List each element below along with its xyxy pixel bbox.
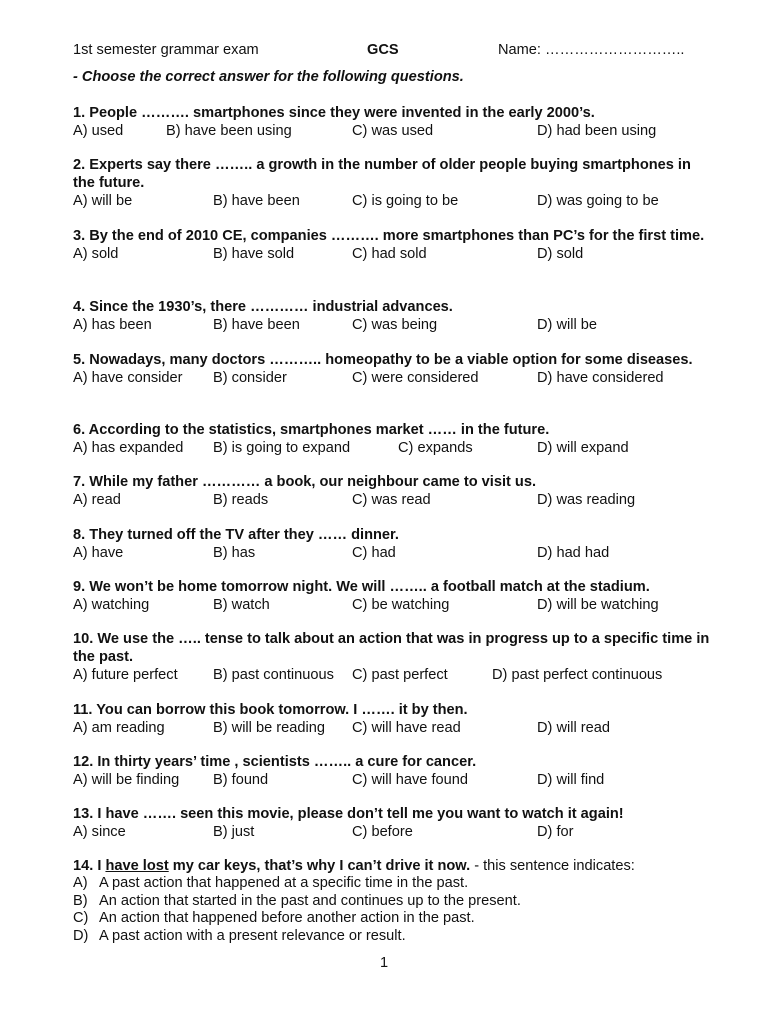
- question-suffix: my car keys, that’s why I can’t drive it now.: [168, 858, 471, 874]
- option-c: C) be watching: [352, 597, 450, 613]
- options-row: [73, 245, 713, 263]
- question-2: [73, 156, 713, 210]
- question-text: [73, 857, 713, 875]
- question-text: 13. I have ……. seen this movie, please don’t tell me you want to watch it again!: [73, 806, 624, 822]
- option-d: D) will read: [537, 720, 610, 736]
- option-a: A) will be finding: [73, 772, 180, 788]
- option-d: D) was reading: [537, 492, 636, 508]
- student-name-field: Name: ………………………..: [498, 42, 685, 58]
- option-c: C) was being: [352, 317, 438, 333]
- question-5: [73, 351, 713, 387]
- option-d: [73, 928, 713, 946]
- option-b: B) have been using: [166, 123, 292, 139]
- question-9: [73, 578, 713, 614]
- option-d: D) will be: [537, 317, 598, 333]
- question-text: 10. We use the ….. tense to talk about an action that was in progress up to a specific time in the past.: [73, 631, 710, 665]
- option-a: A) have: [73, 545, 124, 561]
- option-a: A) used: [73, 123, 124, 139]
- question-12: [73, 753, 713, 789]
- question-text: 8. They turned off the TV after they …… dinner.: [73, 527, 399, 543]
- option-d: D) had been using: [537, 123, 657, 139]
- option-c: C) expands: [398, 440, 473, 456]
- option-d: D) will expand: [537, 440, 629, 456]
- question-text: 2. Experts say there …….. a growth in the number of older people buying smartphones in the future.: [73, 157, 691, 191]
- option-text: A past action with a present relevance or result.: [99, 927, 406, 944]
- option-a: A) have consider: [73, 370, 183, 386]
- option-c: C) were considered: [352, 370, 479, 386]
- instructions: - Choose the correct answer for the following questions.: [73, 69, 464, 85]
- options-row: [73, 369, 713, 387]
- school-name: GCS: [367, 42, 399, 58]
- option-b: [73, 893, 713, 911]
- option-b: B) found: [213, 772, 269, 788]
- question-text: 5. Nowadays, many doctors ……….. homeopathy to be a viable option for some diseases.: [73, 352, 693, 368]
- option-b: B) reads: [213, 492, 269, 508]
- option-b: B) past continuous: [213, 667, 334, 683]
- options-row: [73, 719, 713, 737]
- question-8: [73, 526, 713, 562]
- options-row: [73, 491, 713, 509]
- option-a: A) watching: [73, 597, 150, 613]
- exam-title: 1st semester grammar exam: [73, 42, 259, 58]
- options-row: [73, 439, 713, 457]
- question-text: 12. In thirty years’ time , scientists …….. a cure for cancer.: [73, 754, 477, 770]
- option-d: D) had had: [537, 545, 610, 561]
- option-c: C) will have read: [352, 720, 461, 736]
- option-c: [73, 910, 713, 928]
- question-13: [73, 805, 713, 841]
- options-row: [73, 771, 713, 789]
- option-d: D) will find: [537, 772, 605, 788]
- options-row: [73, 596, 713, 614]
- option-b: B) have been: [213, 317, 300, 333]
- underlined-verb: have lost: [105, 858, 169, 874]
- option-d: D) have considered: [537, 370, 664, 386]
- option-list: [73, 875, 713, 945]
- option-d: D) for: [537, 824, 574, 840]
- options-row: [73, 192, 713, 210]
- option-b: B) just: [213, 824, 255, 840]
- option-a: A) will be: [73, 193, 133, 209]
- question-6: [73, 421, 713, 457]
- option-c: C) past perfect: [352, 667, 448, 683]
- option-letter: C): [73, 910, 89, 926]
- option-d: D) sold: [537, 246, 584, 262]
- option-letter: A): [73, 875, 88, 891]
- option-a: A) has expanded: [73, 440, 184, 456]
- option-b: B) has: [213, 545, 256, 561]
- option-c: C) had sold: [352, 246, 427, 262]
- options-row: [73, 122, 713, 140]
- question-text: 7. While my father ………… a book, our neighbour came to visit us.: [73, 474, 537, 490]
- option-d: D) past perfect continuous: [492, 667, 663, 683]
- options-row: [73, 666, 713, 684]
- option-a: [73, 875, 713, 893]
- option-b: B) watch: [213, 597, 270, 613]
- option-b: B) will be reading: [213, 720, 325, 736]
- option-c: C) was read: [352, 492, 431, 508]
- question-10: [73, 630, 713, 684]
- option-a: A) has been: [73, 317, 152, 333]
- options-row: [73, 544, 713, 562]
- question-tail: - this sentence indicates:: [470, 858, 635, 874]
- option-b: B) have sold: [213, 246, 295, 262]
- option-b: B) have been: [213, 193, 300, 209]
- question-1: [73, 104, 713, 140]
- question-text: 4. Since the 1930’s, there ………… industrial advances.: [73, 299, 453, 315]
- option-a: A) future perfect: [73, 667, 178, 683]
- option-c: C) was used: [352, 123, 434, 139]
- option-c: C) had: [352, 545, 396, 561]
- option-b: B) is going to expand: [213, 440, 351, 456]
- option-d: D) was going to be: [537, 193, 659, 209]
- option-c: C) before: [352, 824, 413, 840]
- question-text: 11. You can borrow this book tomorrow. I ……. it by then.: [73, 702, 468, 718]
- question-text: 1. People ………. smartphones since they were invented in the early 2000’s.: [73, 105, 595, 121]
- option-c: C) will have found: [352, 772, 468, 788]
- option-a: A) read: [73, 492, 121, 508]
- question-3: [73, 227, 713, 263]
- option-d: D) will be watching: [537, 597, 659, 613]
- question-11: [73, 701, 713, 737]
- question-prefix: 14. I: [73, 858, 106, 874]
- question-4: [73, 298, 713, 334]
- question-14: [73, 857, 713, 945]
- option-b: B) consider: [213, 370, 287, 386]
- option-text: An action that happened before another action in the past.: [99, 910, 475, 926]
- page-number: 1: [379, 955, 389, 971]
- option-letter: B): [73, 892, 88, 909]
- options-row: [73, 823, 713, 841]
- options-row: [73, 316, 713, 334]
- option-a: A) am reading: [73, 720, 165, 736]
- question-text: 6. According to the statistics, smartphones market …… in the future.: [73, 422, 550, 438]
- question-7: [73, 473, 713, 509]
- option-a: A) sold: [73, 246, 119, 262]
- option-a: A) since: [73, 824, 126, 840]
- option-text: A past action that happened at a specific time in the past.: [99, 875, 469, 891]
- question-text: 3. By the end of 2010 CE, companies ………. more smartphones than PC’s for the first time.: [73, 228, 705, 244]
- option-c: C) is going to be: [352, 193, 459, 209]
- option-letter: D): [73, 927, 89, 944]
- question-text: 9. We won’t be home tomorrow night. We will …….. a football match at the stadium.: [73, 579, 650, 595]
- option-text: An action that started in the past and continues up to the present.: [99, 892, 521, 909]
